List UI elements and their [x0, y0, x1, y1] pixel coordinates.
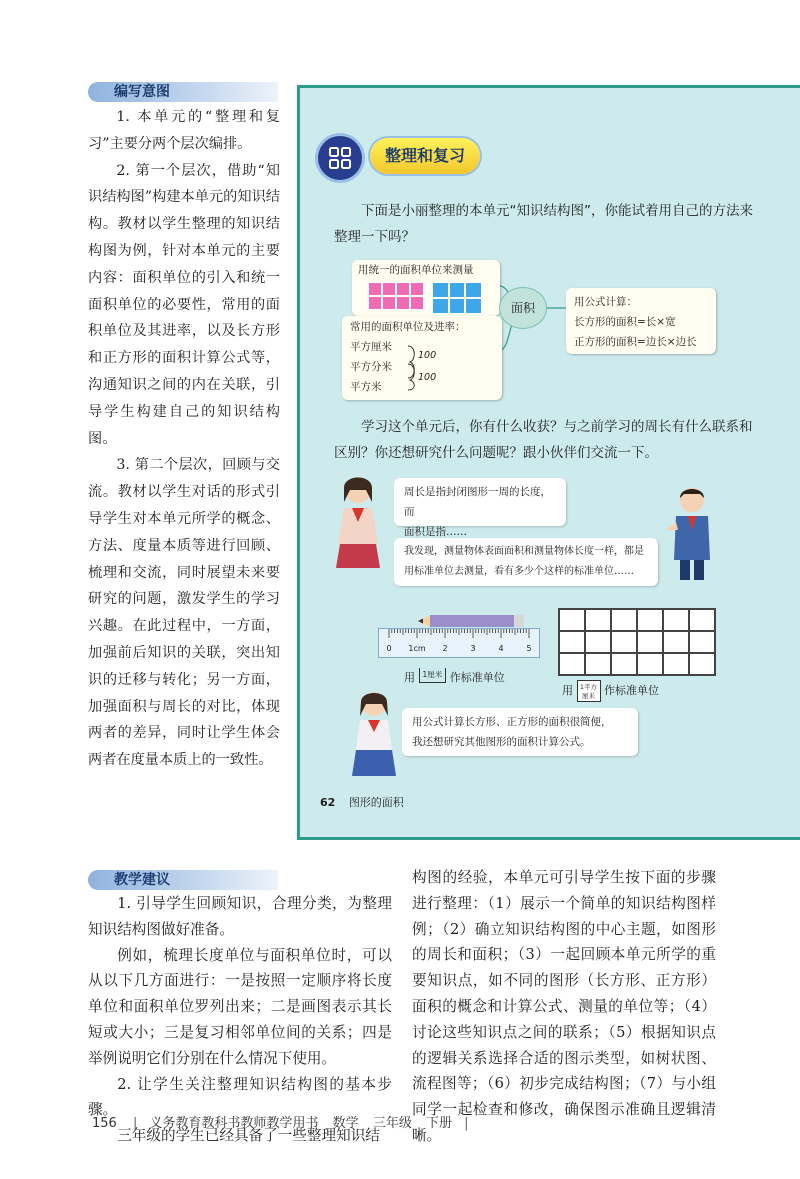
unit-square-cm: 平方厘米 [350, 341, 392, 353]
pencil-icon [418, 614, 528, 628]
unit-length-bracket [419, 668, 447, 683]
caption-suffix: 作标准单位 [604, 684, 659, 697]
footer-separator: | [464, 1116, 469, 1131]
footer-page-number: 156 [92, 1116, 117, 1131]
area-grid [558, 608, 716, 676]
note-common-units-title: 常用的面积单位及进率： [350, 321, 466, 333]
section-title-intent [88, 82, 278, 102]
ruler-ticks [379, 629, 541, 643]
section-title-suggestions [88, 870, 278, 890]
footer-subject: 数学 [332, 1116, 359, 1131]
bubble-line: 面积是指…… [404, 526, 467, 538]
speech-bubble-measurement [394, 538, 658, 586]
speech-bubble-formula [402, 708, 638, 756]
intro-text-content: 下面是小丽整理的本单元“知识结构图”，你能试着用自己的方法来整理一下吗？ [334, 203, 753, 245]
ruler-tick-label: 5 [526, 644, 532, 653]
area-caption [562, 680, 659, 702]
suggestion-paragraph: 1. 引导学生回顾知识，合理分类，为整理知识结构图做好准备。 [88, 895, 392, 938]
ruler-tick-label: 2 [442, 644, 448, 653]
pink-unit-grid [368, 282, 424, 310]
rate-value: 100 [418, 350, 437, 361]
suggestions-right-column [412, 865, 716, 1149]
section-title-text: 教学建议 [114, 872, 170, 888]
intent-text [88, 104, 280, 774]
formula-rectangle: 长方形的面积=长×宽 [574, 316, 676, 328]
ruler-tick-label: 1cm [408, 644, 426, 653]
suggestion-paragraph: 2. 让学生关注整理知识结构图的基本步骤。 [88, 1075, 392, 1119]
note-uniform-unit-title: 用统一的面积单位来测量 [358, 264, 474, 276]
bubble-line: 我还想研究其他图形的面积计算公式。 [412, 736, 591, 748]
footer-book-title: 义务教育教科书教师教学用书 [149, 1116, 319, 1131]
panel-page-footer [320, 794, 404, 810]
note-formulas-title: 用公式计算： [574, 296, 637, 308]
suggestion-paragraph: 三年级的学生已经具备了一些整理知识结 [117, 1127, 380, 1145]
unit-square-line: 厘米 [582, 692, 595, 700]
suggestion-paragraph: 例如，梳理长度单位与面积单位时，可以从以下几方面进行：一是按照一定顺序将长度单位和面积单位罗列出来；二是画图表示其长短或大小；三是复习相邻单位间的关系；四是举例说明它们分别在什么情况下使用。 [88, 946, 392, 1067]
note-formulas [566, 288, 716, 354]
map-center-label: 面积 [510, 301, 535, 315]
panel-page-topic: 图形的面积 [348, 796, 404, 809]
unit-length-label: 1厘米 [422, 670, 443, 679]
ruler [378, 628, 540, 658]
bubble-line: 用公式计算长方形、正方形的面积很简便， [412, 716, 612, 728]
note-common-units [342, 316, 502, 400]
unit-square-box [577, 680, 601, 702]
formula-square: 正方形的面积=边长×边长 [574, 336, 697, 348]
panel-page-number: 62 [320, 796, 336, 809]
section-title-text: 编写意图 [114, 84, 170, 100]
unit-square-line: 1平方 [579, 683, 598, 691]
unit-square-m: 平方米 [350, 381, 382, 393]
ruler-tick-label: 0 [386, 644, 392, 653]
girl-student-icon [326, 472, 386, 572]
bubble-line: 我发现，测量物体表面面积和测量物体长度一样，都是 [404, 546, 644, 557]
ruler-caption [404, 668, 505, 685]
textbook-page-panel [297, 85, 800, 840]
footer-volume: 下册 [425, 1116, 452, 1131]
blue-unit-grid [432, 282, 482, 314]
question-text [334, 414, 759, 466]
intent-paragraph: 2. 第一个层次，借助“知识结构图”构建本单元的知识结构。教材以学生整理的知识结构图为例，针对本单元的主要内容：面积单位的引入和统一面积单位的必要性，常用的面积单位及其进率，以及长方形和正方形的面积计算公式等，沟通知识之间的内在关联，引导学生构建自己的知识结构图。 [88, 162, 280, 447]
boy-student-icon [660, 484, 720, 584]
footer-separator: | [132, 1116, 138, 1131]
bubble-line: 用标准单位去测量，看有多少个这样的标准单位…… [404, 566, 634, 577]
note-uniform-unit [352, 260, 500, 316]
bubble-line: 周长是指封闭图形一周的长度，而 [404, 486, 551, 518]
map-center-node [500, 288, 546, 328]
header-title-text: 整理和复习 [384, 146, 465, 165]
caption-prefix: 用 [562, 684, 573, 697]
ruler-tick-label: 4 [498, 644, 504, 653]
ruler-tick-label: 3 [470, 644, 476, 653]
question-text-content: 学习这个单元后，你有什么收获？与之前学习的周长有什么联系和区别？你还想研究什么问题呢？跟小伙伴们交流一下。 [334, 419, 753, 461]
rate-value: 100 [418, 372, 437, 383]
caption-prefix: 用 [404, 671, 415, 684]
intent-paragraph: 3. 第二个层次，回顾与交流。教材以学生对话的形式引导学生对本单元所学的概念、方法、度量本质等进行回顾、梳理和交流，同时展望未来要研究的问题，激发学生的学习兴趣。在此过程中，一方面，加强前后知识的关联，突出知识的迁移与转化；另一方面，加强面积与周长的对比，体现两者的差异，同时让学生体会两者在度量本质上的一致性。 [88, 457, 280, 769]
footer-grade: 三年级 [372, 1116, 412, 1131]
suggestion-paragraph: 构图的经验，本单元可引导学生按下面的步骤进行整理：（1）展示一个简单的知识结构图样例；（2）确立知识结构图的中心主题，如图形的周长和面积；（3）一起回顾本单元所学的重要知识点，如不同的图形（长方形、正方形）面积的概念和计算公式、测量的单位等；（4）讨论这些知识点之间的联系；（5）根据知识点的逻辑关系选择合适的图示类型，如树状图、流程图等；（6）初步完成结构图；（7）与小组同学一起检查和修改，确保图示准确且逻辑清晰。 [412, 869, 716, 1144]
intent-paragraph: 1. 本单元的“整理和复习”主要分两个层次编排。 [88, 109, 280, 152]
suggestions-left-column [88, 891, 392, 1149]
unit-square-dm: 平方分米 [350, 361, 392, 373]
girl-student-icon [346, 688, 402, 780]
page-footer [92, 1112, 469, 1131]
speech-bubble-perimeter [394, 478, 566, 538]
caption-suffix: 作标准单位 [449, 671, 505, 684]
